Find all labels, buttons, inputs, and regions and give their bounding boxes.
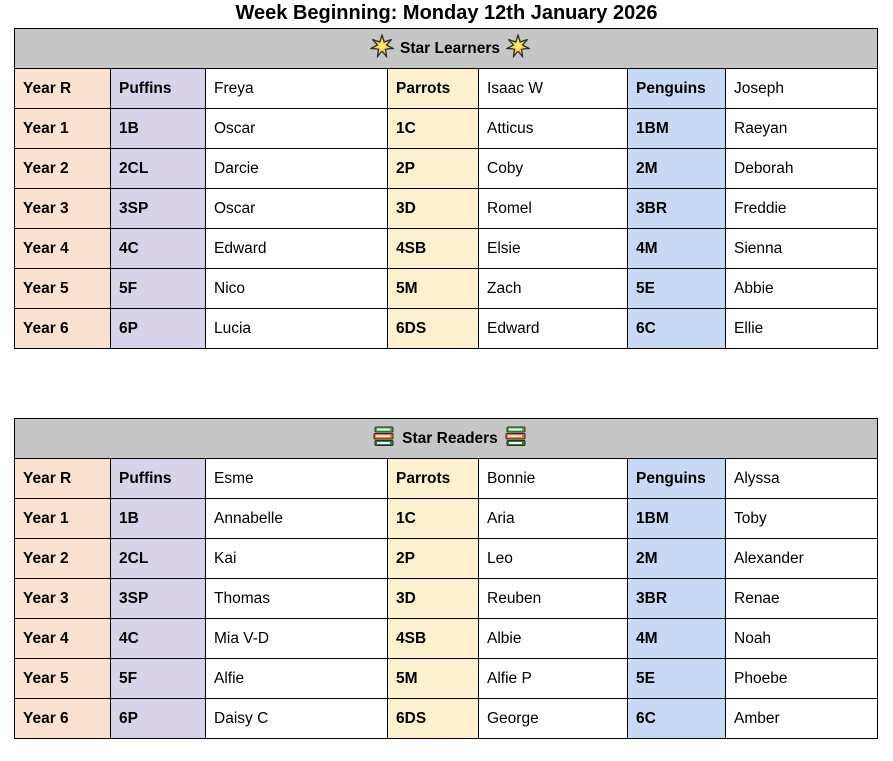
parrots-class-cell: Parrots — [388, 459, 479, 499]
year-cell: Year 6 — [15, 699, 111, 739]
parrots-name-cell: Elsie — [479, 229, 628, 269]
puffins-name-cell: Daisy C — [206, 699, 388, 739]
penguins-class-cell: 3BR — [628, 189, 726, 229]
parrots-class-cell: 6DS — [388, 309, 479, 349]
parrots-name-cell: Romel — [479, 189, 628, 229]
puffins-name-cell: Oscar — [206, 109, 388, 149]
table-row — [15, 579, 878, 619]
year-cell: Year 5 — [15, 269, 111, 309]
puffins-name-cell: Darcie — [206, 149, 388, 189]
puffins-class-cell: 4C — [111, 619, 206, 659]
parrots-name-cell: Leo — [479, 539, 628, 579]
section-header — [15, 419, 878, 459]
parrots-class-cell: 5M — [388, 659, 479, 699]
parrots-class-cell: 5M — [388, 269, 479, 309]
parrots-class-cell: 2P — [388, 539, 479, 579]
penguins-class-cell: 3BR — [628, 579, 726, 619]
puffins-class-cell: 1B — [111, 499, 206, 539]
penguins-name-cell: Noah — [726, 619, 878, 659]
section-header-content — [366, 424, 534, 453]
books-icon — [372, 424, 396, 453]
section-header — [15, 29, 878, 69]
table-row — [15, 699, 878, 739]
penguins-name-cell: Ellie — [726, 309, 878, 349]
penguins-name-cell: Renae — [726, 579, 878, 619]
parrots-name-cell: Atticus — [479, 109, 628, 149]
parrots-name-cell: Edward — [479, 309, 628, 349]
puffins-class-cell: 4C — [111, 229, 206, 269]
penguins-name-cell: Phoebe — [726, 659, 878, 699]
parrots-name-cell: Isaac W — [479, 69, 628, 109]
puffins-name-cell: Freya — [206, 69, 388, 109]
year-cell: Year R — [15, 69, 111, 109]
penguins-class-cell: Penguins — [628, 69, 726, 109]
penguins-class-cell: 1BM — [628, 109, 726, 149]
section-title: Star Readers — [402, 429, 498, 447]
penguins-name-cell: Alexander — [726, 539, 878, 579]
page-title: Week Beginning: Monday 12th January 2026 — [235, 2, 658, 24]
books-icon — [504, 424, 528, 453]
table-row — [15, 659, 878, 699]
section-header-content — [364, 34, 536, 63]
puffins-class-cell: 3SP — [111, 189, 206, 229]
parrots-class-cell: 2P — [388, 149, 479, 189]
star-readers-table — [14, 418, 878, 739]
penguins-name-cell: Amber — [726, 699, 878, 739]
year-cell: Year 1 — [15, 499, 111, 539]
parrots-class-cell: 6DS — [388, 699, 479, 739]
puffins-name-cell: Lucia — [206, 309, 388, 349]
table-row — [15, 189, 878, 229]
star-icon — [506, 34, 530, 63]
parrots-name-cell: Coby — [479, 149, 628, 189]
parrots-name-cell: Zach — [479, 269, 628, 309]
year-cell: Year 6 — [15, 309, 111, 349]
puffins-class-cell: 2CL — [111, 149, 206, 189]
puffins-name-cell: Nico — [206, 269, 388, 309]
penguins-class-cell: 2M — [628, 539, 726, 579]
penguins-name-cell: Sienna — [726, 229, 878, 269]
year-cell: Year R — [15, 459, 111, 499]
puffins-name-cell: Kai — [206, 539, 388, 579]
parrots-name-cell: Alfie P — [479, 659, 628, 699]
penguins-class-cell: 2M — [628, 149, 726, 189]
puffins-name-cell: Esme — [206, 459, 388, 499]
penguins-name-cell: Deborah — [726, 149, 878, 189]
penguins-name-cell: Alyssa — [726, 459, 878, 499]
penguins-name-cell: Toby — [726, 499, 878, 539]
table-row — [15, 619, 878, 659]
year-cell: Year 4 — [15, 229, 111, 269]
parrots-class-cell: 4SB — [388, 619, 479, 659]
puffins-class-cell: Puffins — [111, 69, 206, 109]
table-row — [15, 499, 878, 539]
puffins-name-cell: Oscar — [206, 189, 388, 229]
puffins-name-cell: Mia V-D — [206, 619, 388, 659]
puffins-name-cell: Edward — [206, 229, 388, 269]
year-cell: Year 4 — [15, 619, 111, 659]
puffins-class-cell: 1B — [111, 109, 206, 149]
puffins-class-cell: 5F — [111, 269, 206, 309]
parrots-class-cell: 4SB — [388, 229, 479, 269]
star-icon — [370, 34, 394, 63]
penguins-class-cell: 5E — [628, 659, 726, 699]
penguins-name-cell: Abbie — [726, 269, 878, 309]
penguins-class-cell: 6C — [628, 699, 726, 739]
section-header-row — [15, 419, 878, 459]
puffins-class-cell: 6P — [111, 699, 206, 739]
parrots-class-cell: 3D — [388, 579, 479, 619]
table-row — [15, 109, 878, 149]
penguins-name-cell: Freddie — [726, 189, 878, 229]
year-cell: Year 1 — [15, 109, 111, 149]
parrots-class-cell: 3D — [388, 189, 479, 229]
table-row — [15, 309, 878, 349]
parrots-name-cell: Aria — [479, 499, 628, 539]
penguins-class-cell: 4M — [628, 619, 726, 659]
table-row — [15, 149, 878, 189]
parrots-class-cell: 1C — [388, 499, 479, 539]
penguins-name-cell: Raeyan — [726, 109, 878, 149]
puffins-name-cell: Alfie — [206, 659, 388, 699]
parrots-name-cell: Albie — [479, 619, 628, 659]
puffins-class-cell: 6P — [111, 309, 206, 349]
puffins-name-cell: Annabelle — [206, 499, 388, 539]
parrots-name-cell: Reuben — [479, 579, 628, 619]
puffins-class-cell: 5F — [111, 659, 206, 699]
penguins-class-cell: 4M — [628, 229, 726, 269]
table-row — [15, 269, 878, 309]
year-cell: Year 5 — [15, 659, 111, 699]
table-row — [15, 539, 878, 579]
table-row — [15, 459, 878, 499]
table-row — [15, 69, 878, 109]
penguins-class-cell: 6C — [628, 309, 726, 349]
section-header-row — [15, 29, 878, 69]
parrots-class-cell: 1C — [388, 109, 479, 149]
penguins-class-cell: 5E — [628, 269, 726, 309]
year-cell: Year 3 — [15, 579, 111, 619]
puffins-name-cell: Thomas — [206, 579, 388, 619]
puffins-class-cell: 2CL — [111, 539, 206, 579]
penguins-name-cell: Joseph — [726, 69, 878, 109]
puffins-class-cell: Puffins — [111, 459, 206, 499]
parrots-class-cell: Parrots — [388, 69, 479, 109]
parrots-name-cell: George — [479, 699, 628, 739]
parrots-name-cell: Bonnie — [479, 459, 628, 499]
year-cell: Year 2 — [15, 539, 111, 579]
penguins-class-cell: 1BM — [628, 499, 726, 539]
penguins-class-cell: Penguins — [628, 459, 726, 499]
section-title: Star Learners — [400, 39, 500, 57]
star-learners-table — [14, 28, 878, 349]
year-cell: Year 3 — [15, 189, 111, 229]
table-row — [15, 229, 878, 269]
puffins-class-cell: 3SP — [111, 579, 206, 619]
year-cell: Year 2 — [15, 149, 111, 189]
